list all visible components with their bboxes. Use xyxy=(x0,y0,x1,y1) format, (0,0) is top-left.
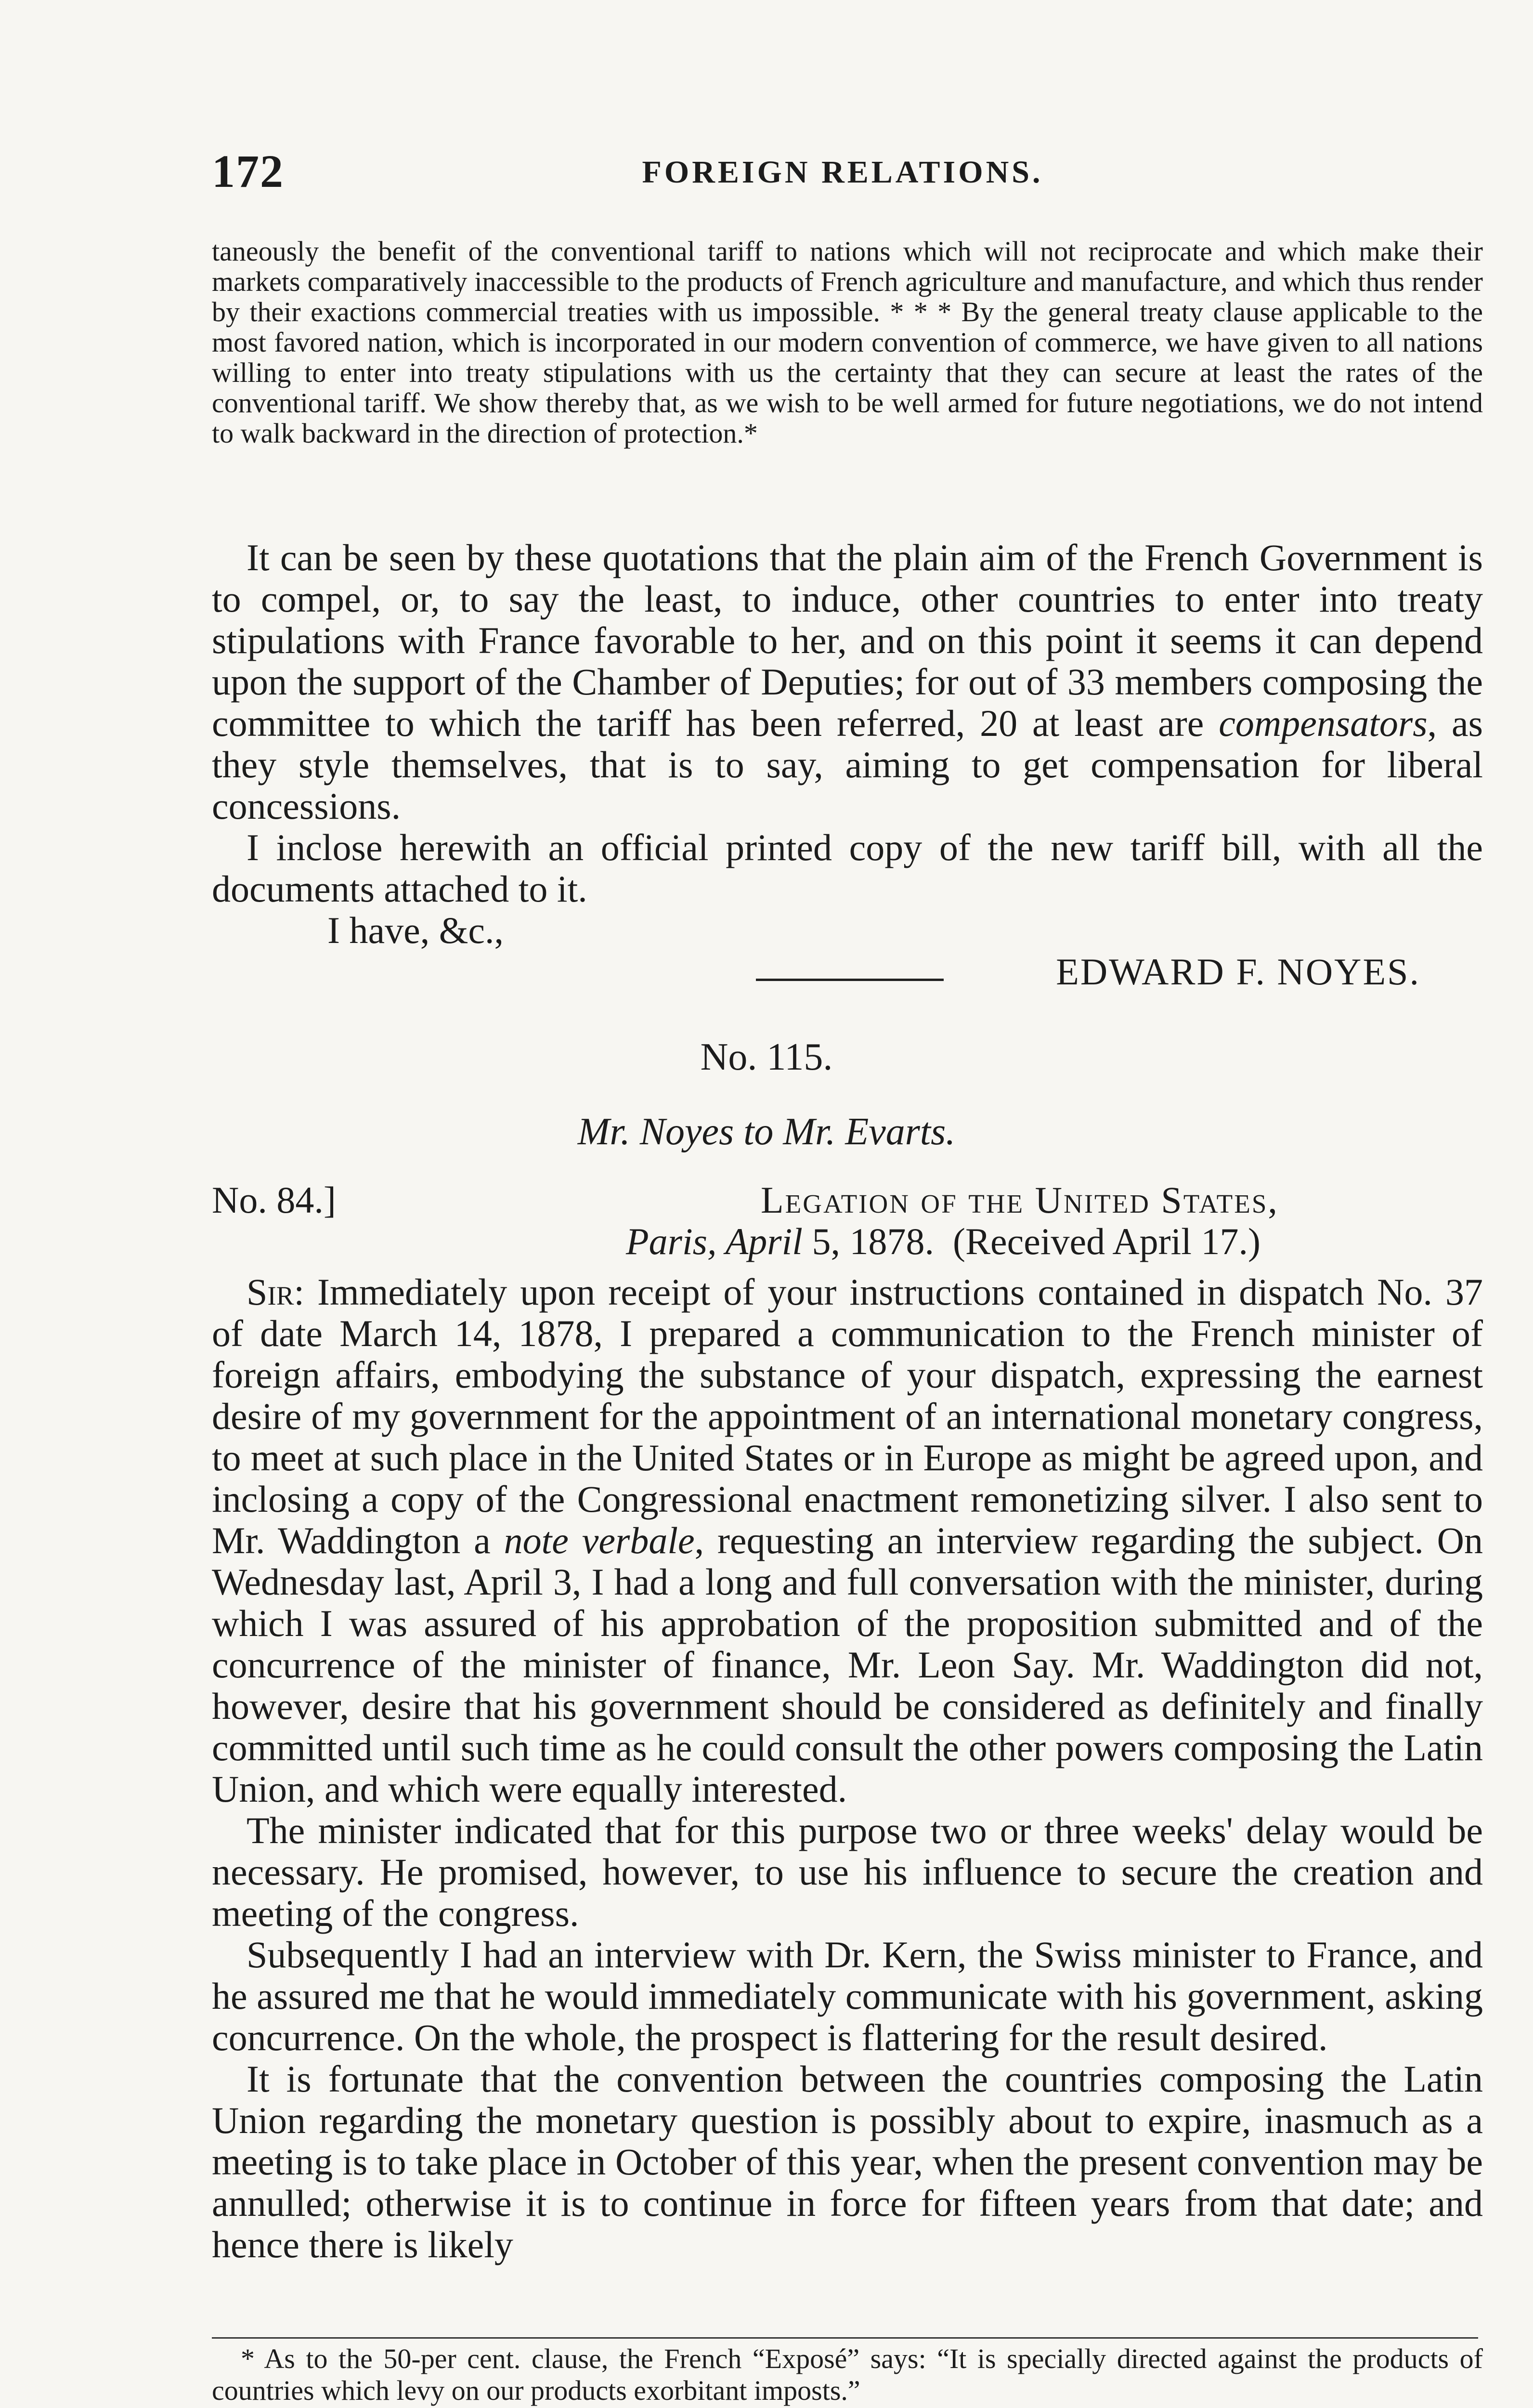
paragraph-1: Sir: Immediately upon receipt of your instructions contained in dispatch No. 37 of date March 14, 1878, I prepared a communication to the French minister of foreign affairs, embodying the substance of your dispatch, expressing the earnest desire of my government for the appointment of an international monetary congress, to meet at such place in the United States or in Europe as might be agreed upon, and inclosing a copy of the Congressional enactment remonetizing silver. I also sent to Mr. Waddington a note verbale, requesting an interview regarding the subject. On Wednesday last, April 3, I had a long and full conversation with the minister, during which I was assured of his approbation of the proposition submitted and of the concurrence of the minister of finance, Mr. Leon Say. Mr. Waddington did not, however, desire that his government should be considered as definitely and finally committed until such time as he could consult the other powers composing the Latin Union, and which were equally interested. xyxy=(212,1271,1483,1810)
legation-heading: Legation of the United States, xyxy=(761,1179,1279,1221)
document-number: No. 115. xyxy=(700,1036,833,1078)
footnote-rule xyxy=(212,2337,1478,2339)
paragraph-2: The minister indicated that for this purpose two or three weeks' delay would be necessary. He promised, however, to use his influence to secure the creation and meeting of the congress. xyxy=(212,1809,1483,1934)
letter-body xyxy=(212,1271,1483,2265)
paragraph-3: Subsequently I had an interview with Dr. Kern, the Swiss minister to France, and he assured me that he would immediately communicate with his government, asking concurrence. On the whole, the prospect is flattering for the result desired. xyxy=(212,1934,1483,2058)
letter-conclusion xyxy=(212,537,1483,993)
running-title: FOREIGN RELATIONS. xyxy=(642,155,1043,190)
dispatch-number: No. 84.] xyxy=(212,1179,336,1221)
emphasis-note-verbale: note verbale xyxy=(504,1519,695,1561)
page-number: 172 xyxy=(212,145,284,197)
signature: EDWARD F. NOYES. xyxy=(1056,951,1420,993)
section-divider xyxy=(756,979,944,981)
paragraph-inclosure: I inclose herewith an official printed copy of the new tariff bill, with all the documents attached to it. xyxy=(212,826,1483,910)
paragraph-quotations: It can be seen by these quotations that the plain aim of the French Government is to compel, or, to say the least, to induce, other countries to enter into treaty stipulations with France favorable to her, and on this point it seems it can depend upon the support of the Chamber of Deputies; for out of 33 members composing the committee to which the tariff has been referred, 20 at least are compensators, as they style themselves, that is to say, aiming to get compensation for liberal concessions. xyxy=(212,537,1483,827)
page-header xyxy=(212,144,1473,202)
quoted-passage xyxy=(212,236,1483,448)
paragraph-4: It is fortunate that the convention between the countries composing the Latin Union regarding the monetary question is possibly about to expire, inasmuch as a meeting is to take place in October of this year, when the present convention may be annulled; otherwise it is to continue in force for fifteen years from that date; and hence there is likely xyxy=(212,2058,1483,2265)
emphasis-compensators: compensators xyxy=(1219,702,1428,744)
closing-phrase: I have, &c., xyxy=(327,909,504,951)
received-date: (Received April 17.) xyxy=(952,1220,1260,1262)
place-date: Paris, April 5, 1878. (Received April 17.) xyxy=(626,1220,1260,1262)
quoted-passage-text: taneously the benefit of the conventional tariff to nations which will not reciprocate and which make their markets comparatively inaccessible to the products of French agriculture and manufacture, and which thus render by their exactions commercial treaties with us impossible. * * * By the general treaty clause applicable to the most favored nation, which is incorporated in our modern convention of commerce, we have given to all nations willing to enter into treaty stipulations with us the certainty that they can secure at least the rates of the conventional tariff. We show thereby that, as we wish to be well armed for future negotiations, we do not intend to walk backward in the direction of protection.* xyxy=(212,236,1483,449)
salutation: Sir xyxy=(247,1271,294,1313)
footnote: * As to the 50-per cent. clause, the French “Exposé” says: “It is specially directed against the products of countries which levy on our products exorbitant imposts.” xyxy=(212,2343,1483,2406)
document-title: Mr. Noyes to Mr. Evarts. xyxy=(577,1111,956,1153)
